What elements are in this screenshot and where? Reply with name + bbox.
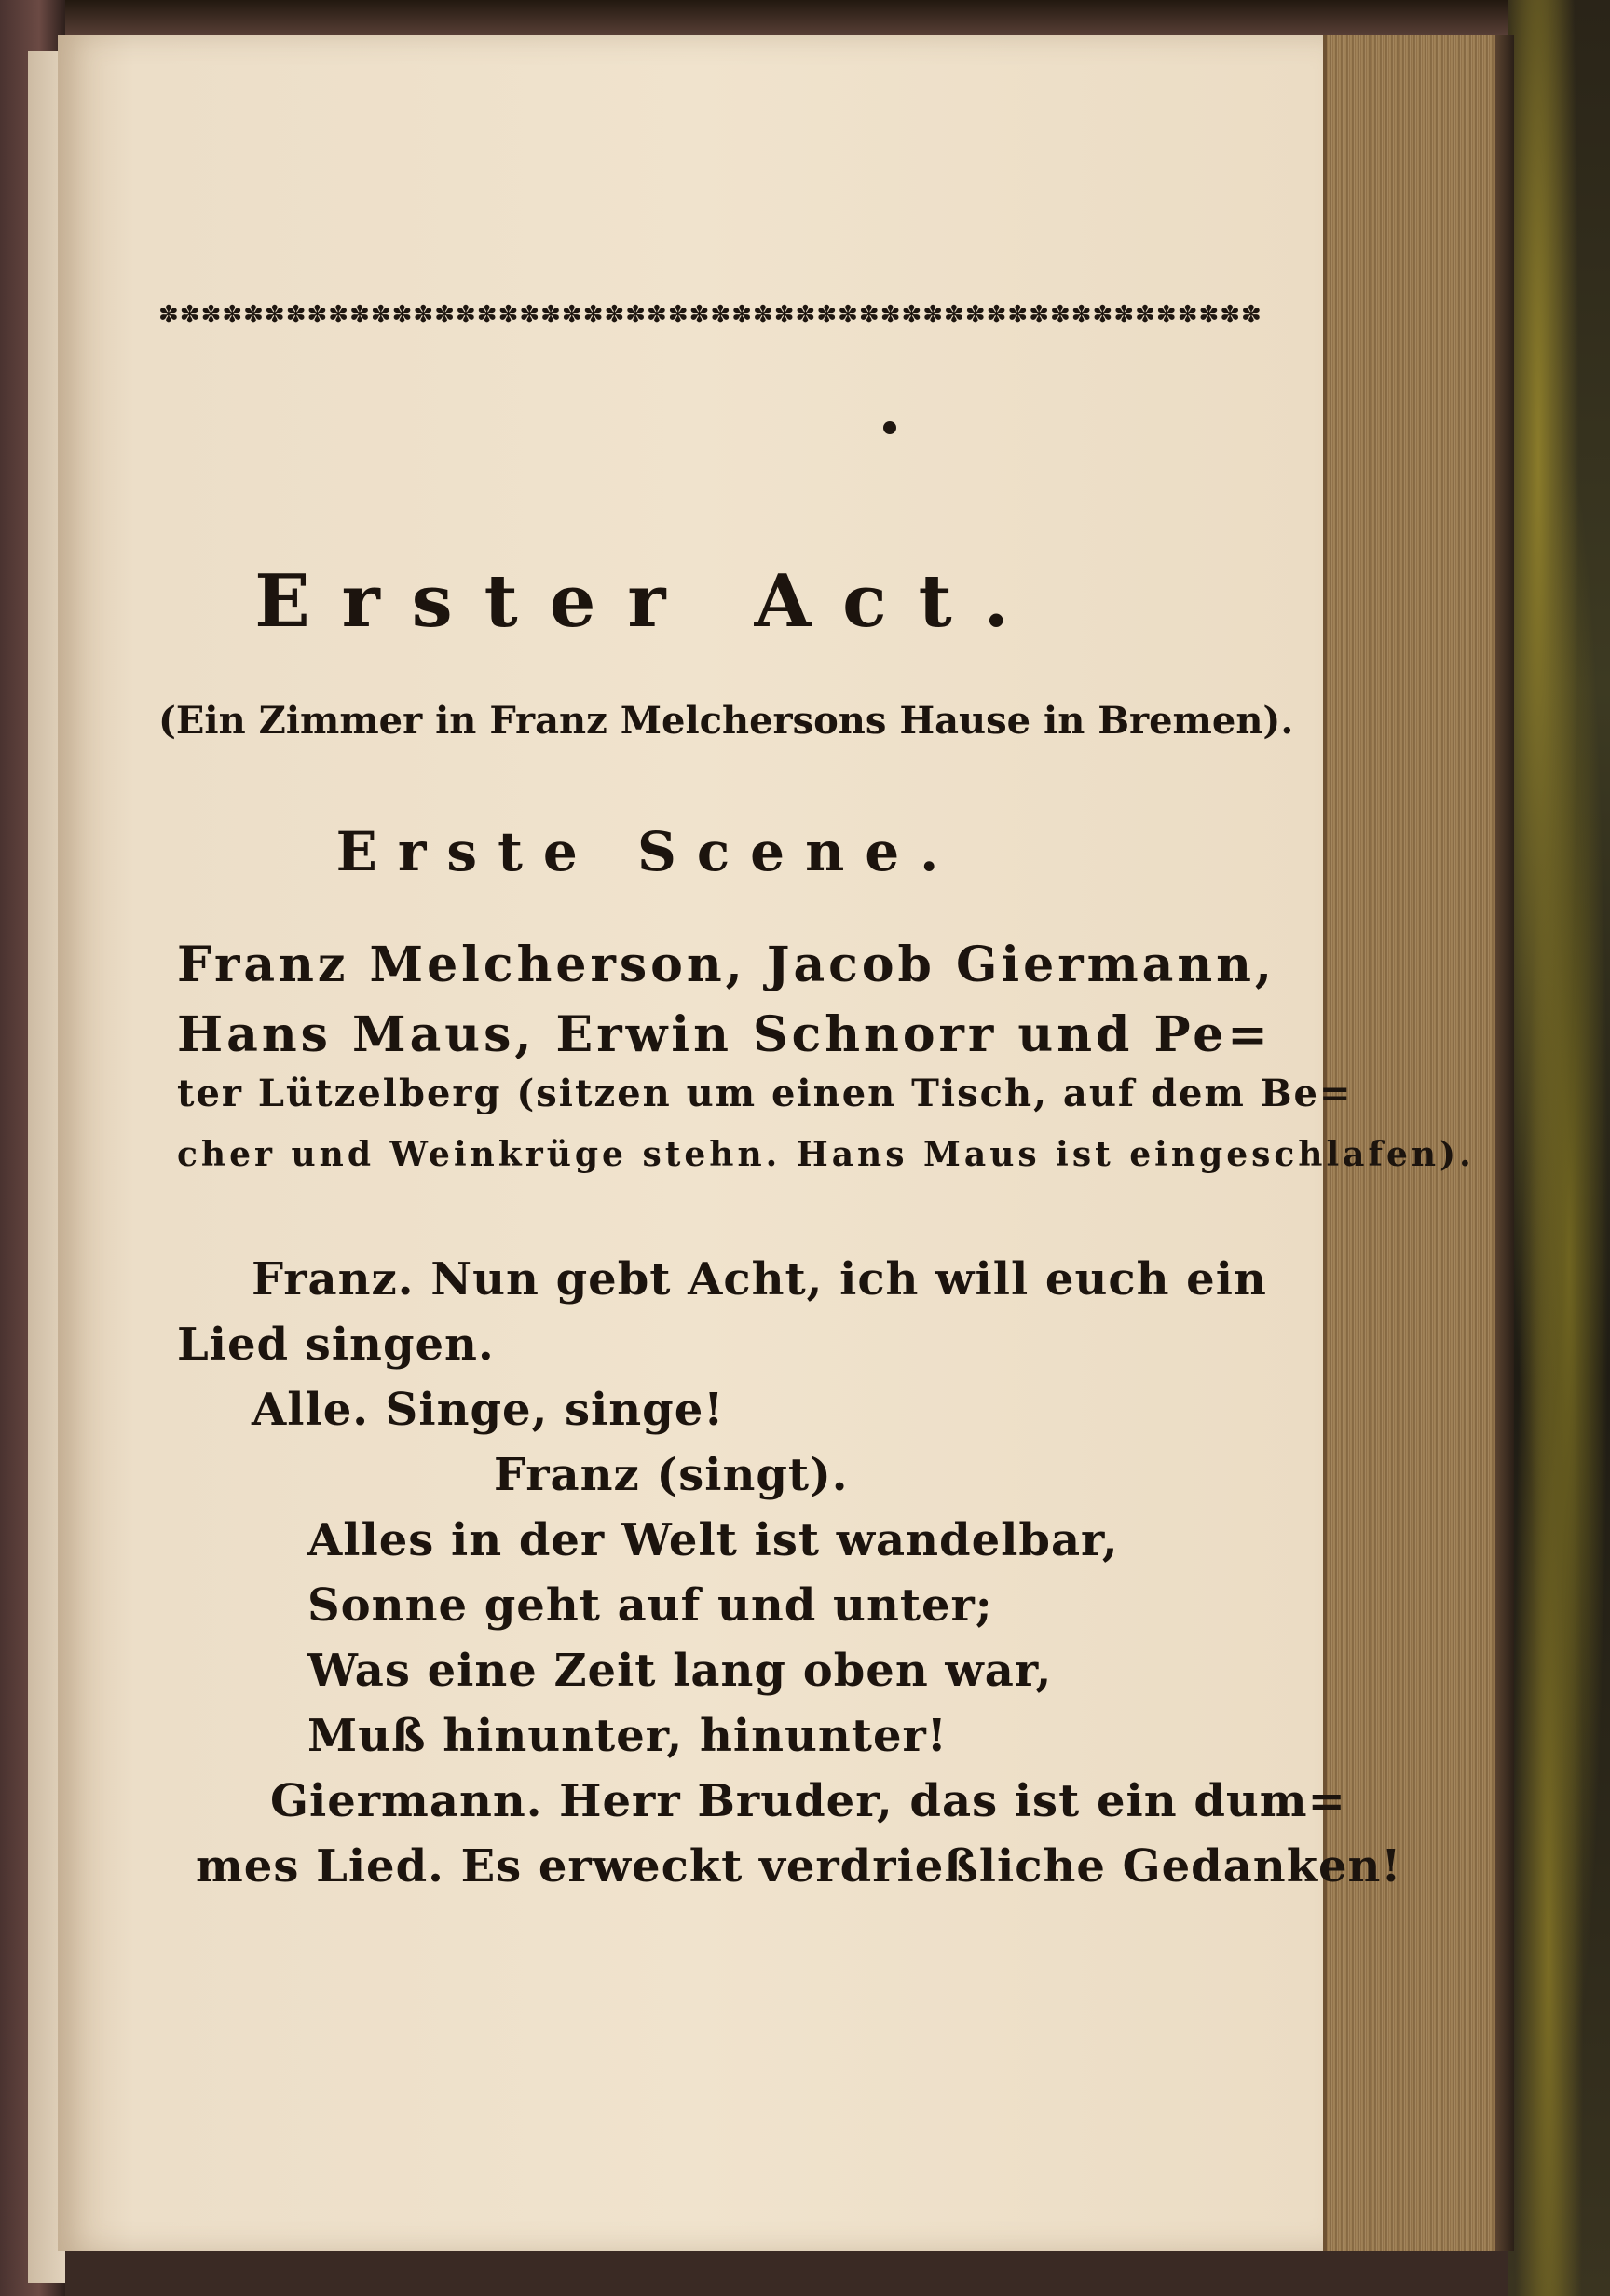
speaker-heading: Franz (singt). (494, 1449, 849, 1501)
stage-setting: (Ein Zimmer in Franz Melchersons Hause in Bremen). (158, 699, 1294, 743)
cast-line: Franz Melcherson, Jacob Giermann, (177, 936, 1276, 993)
dialogue-line: Lied singen. (177, 1319, 495, 1371)
dialogue-line: Alle. Singe, singe! (252, 1384, 725, 1436)
cast-line: Hans Maus, Erwin Schnorr und Pe= (177, 1006, 1272, 1063)
marbled-cover (1508, 0, 1610, 2296)
song-verse-line: Alles in der Welt ist wandelbar, (307, 1514, 1119, 1566)
cast-line: cher und Weinkrüge stehn. Hans Maus ist eingeschlafen). (177, 1135, 1475, 1174)
song-verse-line: Was eine Zeit lang oben war, (307, 1645, 1053, 1697)
act-title: Erster Act. (254, 559, 1041, 644)
dialogue-line: Giermann. Herr Bruder, das ist ein dum= (270, 1775, 1346, 1827)
dialogue-line: Franz. Nun gebt Acht, ich will euch ein (252, 1253, 1267, 1305)
cast-line: ter Lützelberg (sitzen um einen Tisch, auf dem Be= (177, 1072, 1353, 1115)
scene-title: Erste Scene. (335, 820, 960, 883)
ink-dot (883, 421, 896, 434)
ornamental-rule: ✽✽✽✽✽✽✽✽✽✽✽✽✽✽✽✽✽✽✽✽✽✽✽✽✽✽✽✽✽✽✽✽✽✽✽✽✽✽✽✽✽✽✽✽✽✽✽✽✽✽✽✽ (158, 301, 1262, 329)
song-verse-line: Sonne geht auf und unter; (307, 1579, 993, 1632)
page-edges-shadow (1495, 35, 1514, 2251)
song-verse-line: Muß hinunter, hinunter! (307, 1710, 948, 1762)
dialogue-line: mes Lied. Es erweckt verdrießliche Gedanken! (196, 1840, 1402, 1893)
book-top-edge (0, 0, 1610, 37)
